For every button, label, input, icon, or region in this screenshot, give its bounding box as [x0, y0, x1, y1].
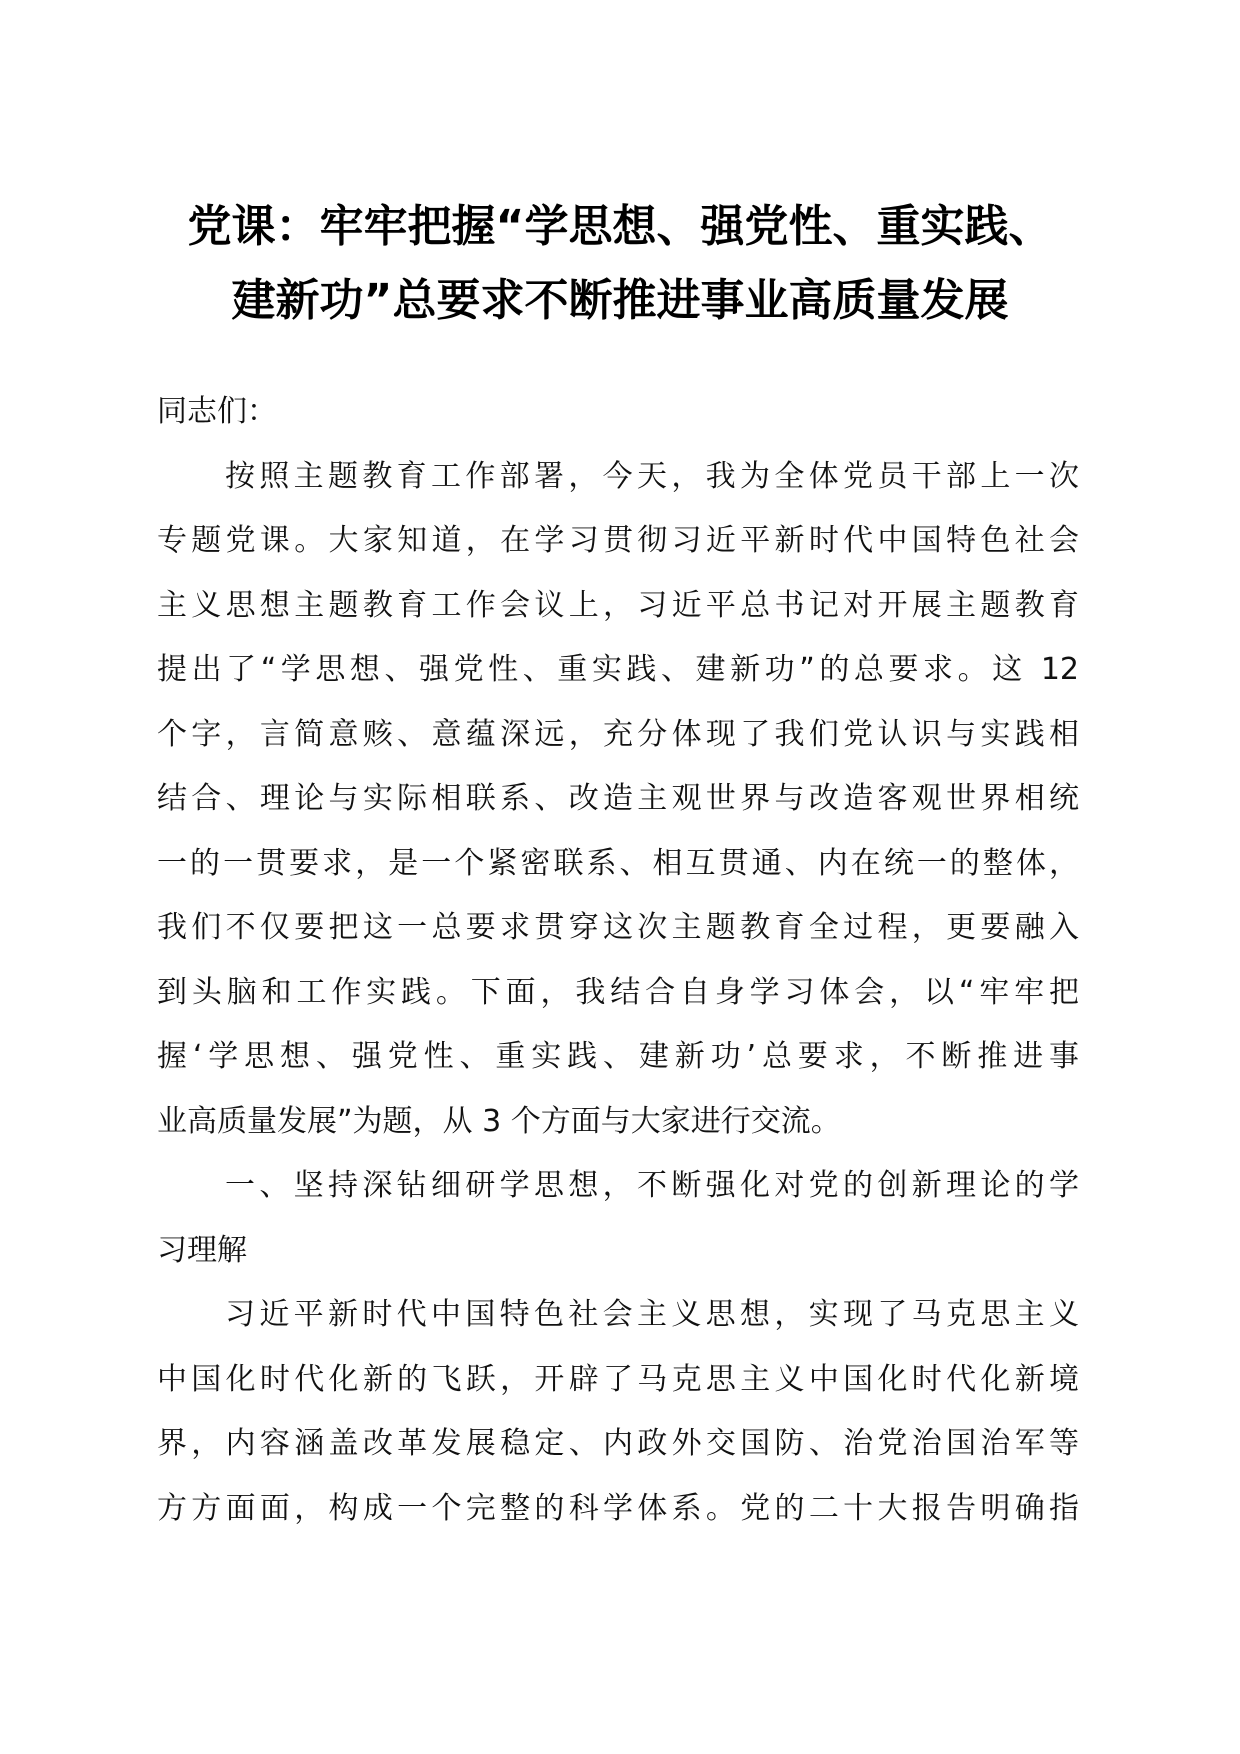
- salutation: 同志们：: [157, 394, 277, 429]
- paragraph-1-line-1: 按照主题教育工作部署，今天，我为全体党员干部上一次: [225, 458, 1079, 494]
- paragraph-1-line-2: 专题党课。大家知道，在学习贯彻习近平新时代中国特色社会: [157, 523, 1079, 558]
- paragraph-1-line-8: 我们不仅要把这一总要求贯穿这次主题教育全过程，更要融入: [157, 910, 1079, 945]
- title-line-2: 建新功”总要求不断推进事业高质量发展: [231, 275, 1009, 326]
- document-body: [157, 380, 1079, 1541]
- document-title: [150, 190, 1090, 338]
- title-line-1: 党课：牢牢把握“学思想、强党性、重实践、: [187, 201, 1053, 252]
- paragraph-1-line-7: 一的一贯要求，是一个紧密联系、相互贯通、内在统一的整体，: [157, 845, 1079, 881]
- paragraph-1-line-11: 业高质量发展”为题，从 3 个方面与大家进行交流。: [157, 1103, 841, 1139]
- paragraph-1-line-5: 个字，言简意赅、意蕴深远，充分体现了我们党认识与实践相: [157, 716, 1079, 752]
- paragraph-1-line-10: 握‘学思想、强党性、重实践、建新功’总要求，不断推进事: [157, 1039, 1079, 1074]
- paragraph-1-line-6: 结合、理论与实际相联系、改造主观世界与改造客观世界相统: [157, 781, 1079, 816]
- paragraph-1-line-4: 提出了“学思想、强党性、重实践、建新功”的总要求。这 12: [157, 652, 1079, 687]
- paragraph-2-line-2: 中国化时代化新的飞跃，开辟了马克思主义中国化时代化新境: [157, 1361, 1079, 1397]
- paragraph-2-line-1: 习近平新时代中国特色社会主义思想，实现了马克思主义: [225, 1297, 1079, 1332]
- paragraph-1-line-3: 主义思想主题教育工作会议上，习近平总书记对开展主题教育: [157, 587, 1079, 623]
- paragraph-2-line-4: 方方面面，构成一个完整的科学体系。党的二十大报告明确指: [157, 1490, 1079, 1526]
- section-heading-1-line-1: 一、坚持深钻细研学思想，不断强化对党的创新理论的学: [225, 1168, 1079, 1203]
- section-heading-1-line-2: 习理解: [157, 1232, 247, 1268]
- paragraph-2-line-3: 界，内容涵盖改革发展稳定、内政外交国防、治党治国治军等: [157, 1426, 1079, 1461]
- paragraph-1-line-9: 到头脑和工作实践。下面，我结合自身学习体会，以“牢牢把: [157, 974, 1079, 1010]
